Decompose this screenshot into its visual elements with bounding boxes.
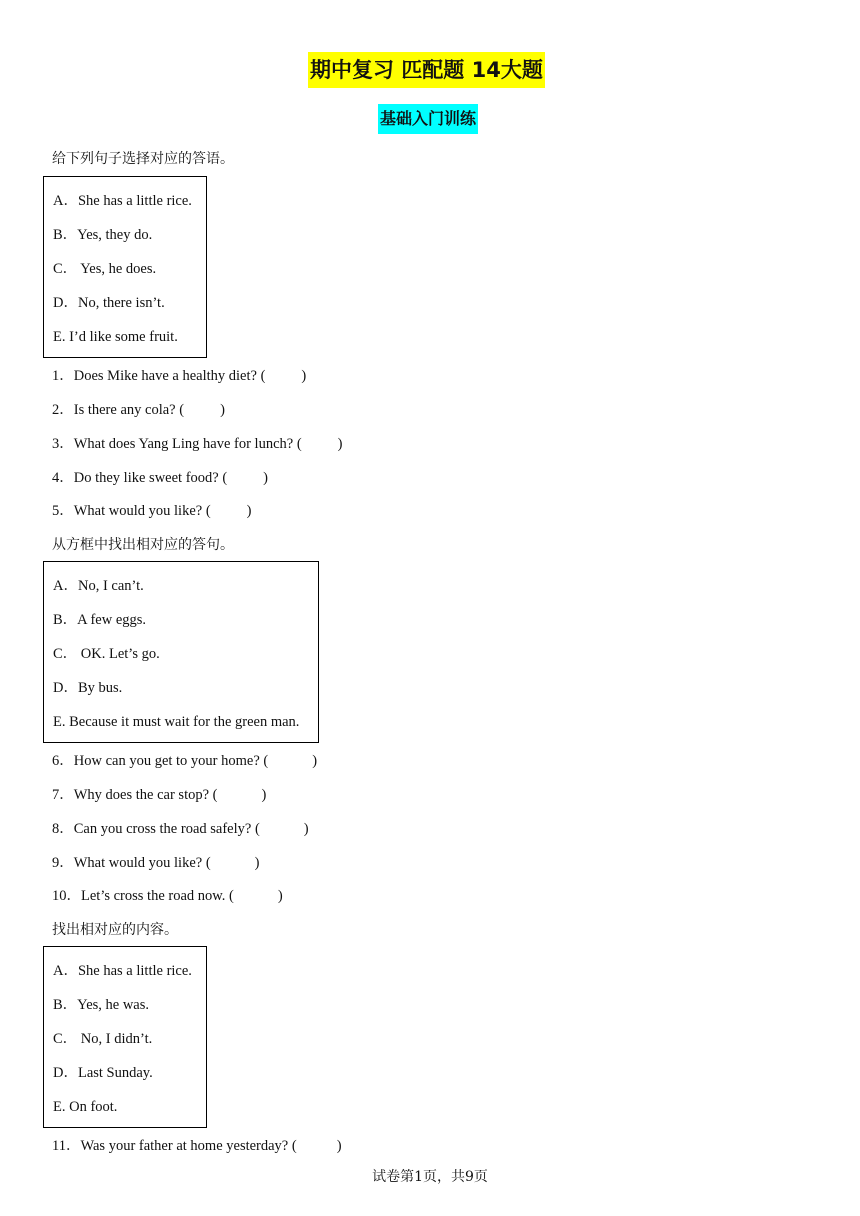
question-text: 5．What would you like? ( <box>52 503 211 519</box>
section-2-instruction: 从方框中找出相对应的答句。 <box>52 537 234 553</box>
answer-paren-close: ) <box>263 470 269 486</box>
question-8 <box>52 820 309 838</box>
option-a: A．No, I can’t. <box>53 578 144 594</box>
option-e: E. On foot. <box>53 1099 118 1115</box>
option-d: D．By bus. <box>53 680 123 696</box>
question-text: 1．Does Mike have a healthy diet? ( <box>52 368 266 384</box>
option-c: C． No, I didn’t. <box>53 1031 153 1047</box>
answer-paren-close: ) <box>220 402 225 418</box>
question-text: 11．Was your father at home yesterday? ( <box>52 1138 297 1154</box>
question-text: 7．Why does the car stop? ( <box>52 787 218 803</box>
option-c: C． Yes, he does. <box>53 261 157 277</box>
answer-paren-close: ) <box>277 888 283 904</box>
question-text: 4．Do they like sweet food? ( <box>52 470 228 486</box>
option-a: A．She has a little rice. <box>53 193 192 209</box>
question-9 <box>52 854 260 872</box>
option-d: D．Last Sunday. <box>53 1065 153 1081</box>
option-e: E. Because it must wait for the green man. <box>53 714 300 730</box>
section-3-options-box <box>43 946 207 1128</box>
question-6 <box>52 752 317 770</box>
section-2-options-box <box>43 561 319 743</box>
question-11 <box>52 1137 342 1155</box>
answer-paren-close: ) <box>254 855 260 871</box>
section-1-instruction: 给下列句子选择对应的答语。 <box>52 151 234 167</box>
question-5 <box>52 502 252 520</box>
answer-paren-close: ) <box>312 753 318 769</box>
option-b: B．A few eggs. <box>53 612 147 628</box>
answer-paren-close: ) <box>246 503 252 519</box>
answer-paren-close: ) <box>336 1138 342 1154</box>
question-text: 2．Is there any cola? ( <box>52 402 185 418</box>
option-e: E. I’d like some fruit. <box>53 329 178 345</box>
page-subtitle: 基础入门训练 <box>378 104 478 134</box>
page-footer: 试卷第1页，共9页 <box>372 1169 488 1185</box>
question-7 <box>52 786 266 804</box>
option-a: A．She has a little rice. <box>53 963 192 979</box>
option-c: C． OK. Let’s go. <box>53 646 160 662</box>
question-1 <box>52 367 306 385</box>
question-text: 3．What does Yang Ling have for lunch? ( <box>52 436 302 452</box>
question-2 <box>52 401 225 419</box>
answer-paren-close: ) <box>303 821 309 837</box>
option-b: B．Yes, they do. <box>53 227 153 243</box>
answer-paren-close: ) <box>337 436 343 452</box>
section-1-options-box <box>43 176 207 358</box>
question-4 <box>52 469 268 487</box>
option-d: D．No, there isn’t. <box>53 295 165 311</box>
section-3-instruction: 找出相对应的内容。 <box>52 922 178 938</box>
question-text: 8．Can you cross the road safely? ( <box>52 821 260 837</box>
option-b: B．Yes, he was. <box>53 997 150 1013</box>
question-text: 10．Let’s cross the road now. ( <box>52 888 234 904</box>
answer-paren-close: ) <box>261 787 267 803</box>
question-text: 9．What would you like? ( <box>52 855 211 871</box>
question-text: 6．How can you get to your home? ( <box>52 753 269 769</box>
question-10 <box>52 887 283 905</box>
page-title: 期中复习 匹配题 14大题 <box>308 52 545 88</box>
answer-paren-close: ) <box>301 368 307 384</box>
question-3 <box>52 435 343 453</box>
